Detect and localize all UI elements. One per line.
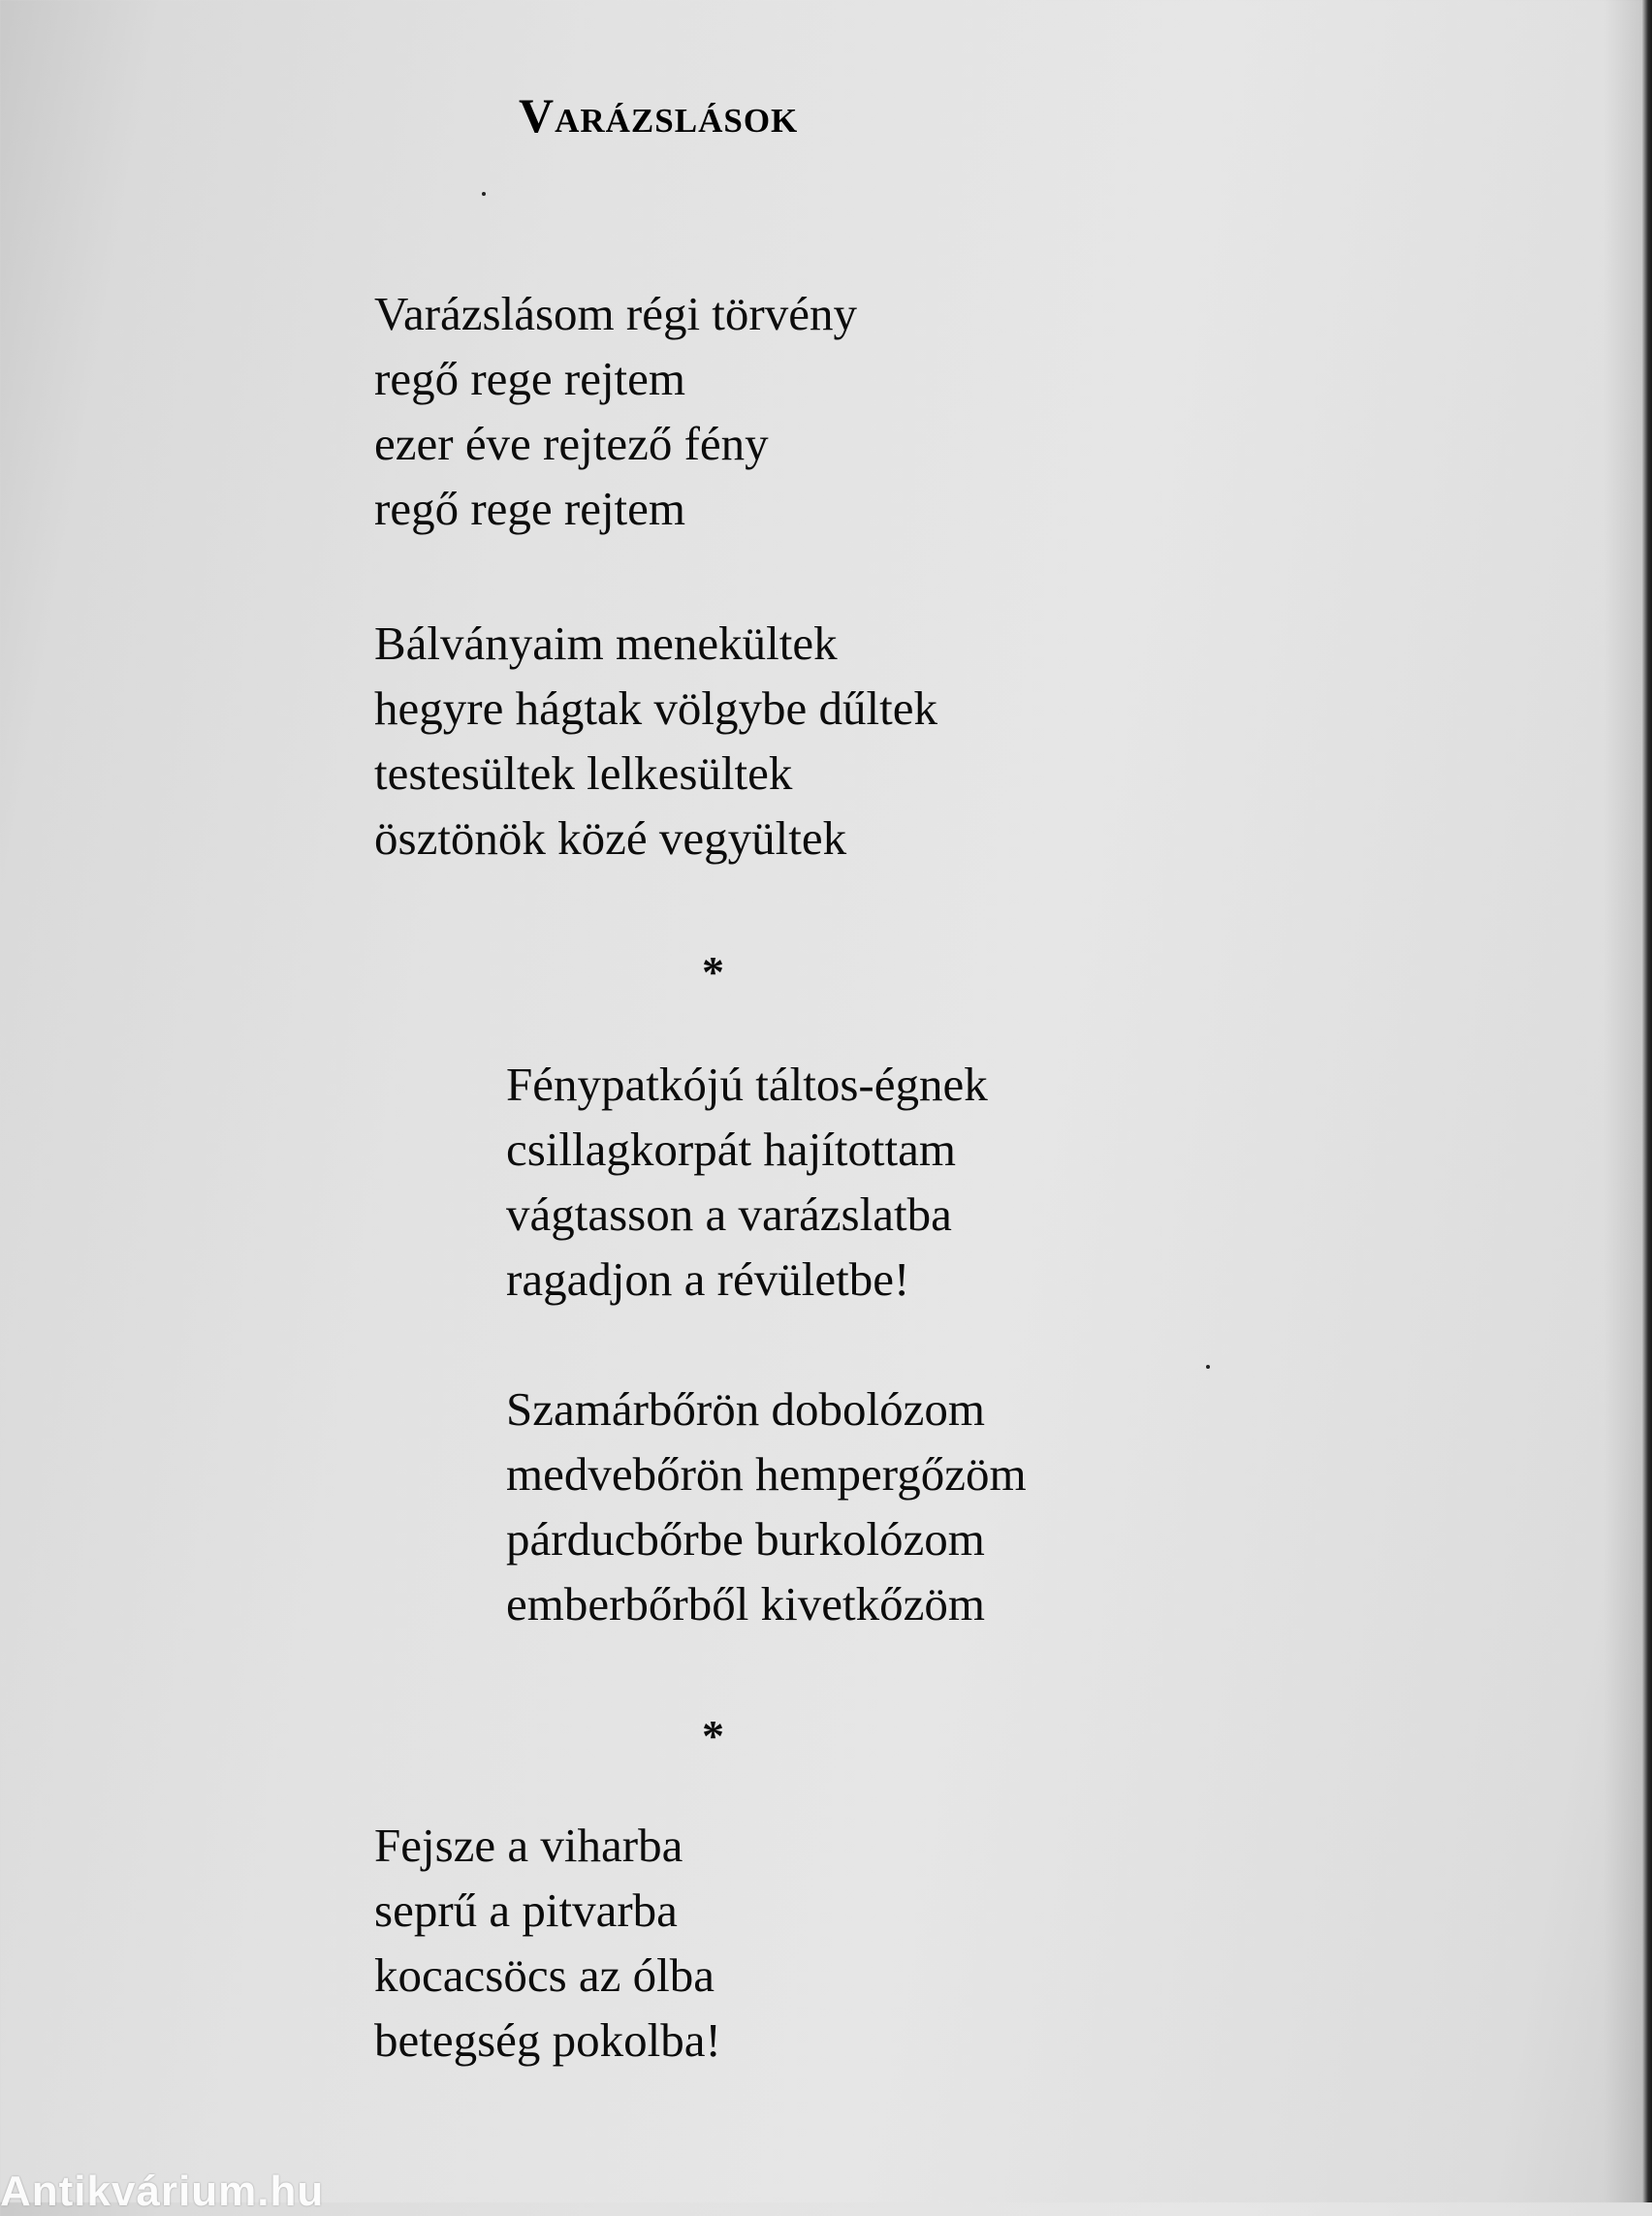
- poem-line: Varázslásom régi törvény: [374, 287, 857, 340]
- page-edge: [1642, 0, 1652, 2202]
- print-speck: [1206, 1365, 1210, 1369]
- stanza-2: [374, 611, 937, 871]
- poem-line: Szamárbőrön dobolózom: [506, 1382, 985, 1436]
- poem-line: regő rege rejtem: [374, 352, 686, 405]
- poem-line: hegyre hágtak völgybe dűltek: [374, 681, 938, 735]
- poem-line: medvebőrön hempergőzöm: [506, 1447, 1027, 1501]
- poem-line: párducbőrbe burkolózom: [506, 1512, 985, 1566]
- poem-line: ezer éve rejtező fény: [374, 417, 769, 470]
- print-speck: [482, 192, 486, 196]
- page-edge-shadow: [1604, 0, 1642, 2202]
- stanza-1: [374, 281, 857, 541]
- stanza-3: [506, 1052, 988, 1312]
- poem-line: csillagkorpát hajítottam: [506, 1123, 957, 1176]
- poem-line: Fénypatkójú táltos-égnek: [506, 1058, 988, 1111]
- poem-title: Varázslások: [519, 88, 799, 142]
- poem-line: ösztönök közé vegyültek: [374, 811, 847, 865]
- poem-line: vágtasson a varázslatba: [506, 1187, 952, 1241]
- stanza-5: [374, 1813, 721, 2073]
- stanza-4: [506, 1377, 1027, 1636]
- poem-line: kocacsöcs az ólba: [374, 1948, 715, 2002]
- poem-line: betegség pokolba!: [374, 2013, 721, 2067]
- poem-line: Fejsze a viharba: [374, 1819, 683, 1872]
- poem-line: regő rege rejtem: [374, 482, 686, 535]
- section-divider-asterisk: *: [702, 1711, 724, 1760]
- poem-line: testesültek lelkesültek: [374, 746, 793, 800]
- poem-line: seprű a pitvarba: [374, 1884, 678, 1937]
- poem-line: emberbőrből kivetkőzöm: [506, 1577, 985, 1630]
- poem-line: Bálványaim menekültek: [374, 617, 838, 670]
- poem-line: ragadjon a révületbe!: [506, 1252, 910, 1306]
- watermark: Antikvárium.hu: [0, 2168, 325, 2215]
- section-divider-asterisk: *: [702, 947, 724, 997]
